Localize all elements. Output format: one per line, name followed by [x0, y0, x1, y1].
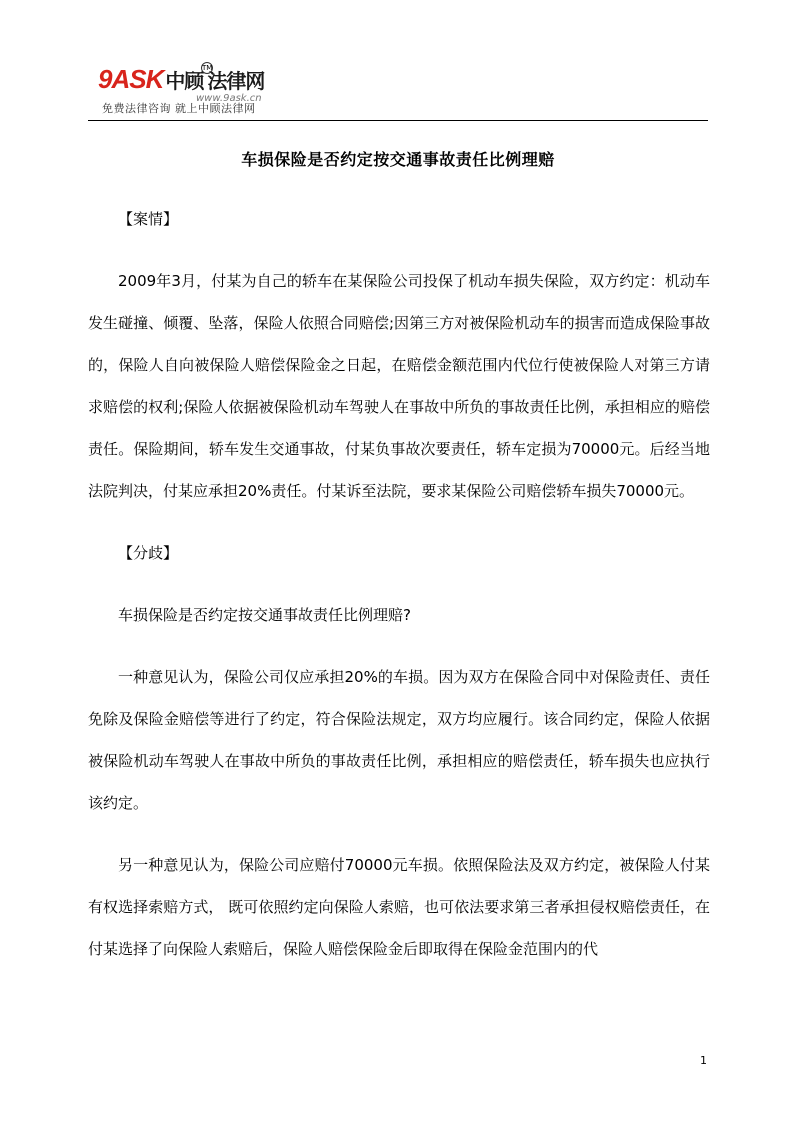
logo-zhonggu: 中顾	[165, 71, 204, 93]
section-heading-dispute: 【分歧】	[118, 544, 179, 562]
logo-nine: 9	[98, 64, 112, 94]
document-title: 车损保险是否约定按交通事故责任比例理赔	[241, 150, 555, 169]
paragraph-question: 车损保险是否约定按交通事故责任比例理赔?	[118, 606, 411, 624]
header-divider	[88, 120, 708, 121]
document-header	[88, 56, 708, 122]
logo-wordmark	[98, 64, 264, 95]
trademark-icon: TM	[202, 64, 213, 72]
paragraph-case: 2009年3月，付某为自己的轿车在某保险公司投保了机动车损失保险，双方约定：机动车发生碰撞、倾覆、坠落，保险人依照合同赔偿;因第三方对被保险机动车的损害而造成保险事故的，保险人自向被保险人赔偿保险金之日起，在赔偿金额范围内代位行使被保险人对第三方请求赔偿的权利;保险人依据被保险机动车驾驶人在事故中所负的事故责任比例，承担相应的赔偿责任。保险期间，轿车发生交通事故，付某负事故次要责任，轿车定损为70000元。后经当地法院判决，付某应承担20%责任。付某诉至法院，要求某保险公司赔偿轿车损失70000元。	[88, 272, 710, 500]
paragraph-opinion-one: 一种意见认为，保险公司仅应承担20%的车损。因为双方在保险合同中对保险责任、责任免除及保险金赔偿等进行了约定，符合保险法规定，双方均应履行。该合同约定，保险人依据被保险机动车驾驶人在事故中所负的事故责任比例，承担相应的赔偿责任，轿车损失也应执行该约定。	[88, 668, 710, 812]
paragraph-opinion-two: 另一种意见认为，保险公司应赔付70000元车损。依照保险法及双方约定，被保险人付某有权选择索赔方式， 既可依照约定向保险人索赔，也可依法要求第三者承担侵权赔偿责任，在付某选择了向保险人索赔后，保险人赔偿保险金后即取得在保险金范围内的代	[88, 856, 710, 958]
site-logo[interactable]	[98, 64, 268, 102]
logo-url: www.9ask.cn	[196, 93, 262, 104]
logo-ask: ASK	[111, 64, 164, 94]
logo-law: 法律网	[207, 71, 265, 93]
page-number: 1	[700, 1054, 707, 1067]
header-slogan: 免费法律咨询 就上中顾法律网	[102, 102, 256, 115]
section-heading-case: 【案情】	[118, 210, 179, 228]
document-body	[88, 198, 710, 990]
